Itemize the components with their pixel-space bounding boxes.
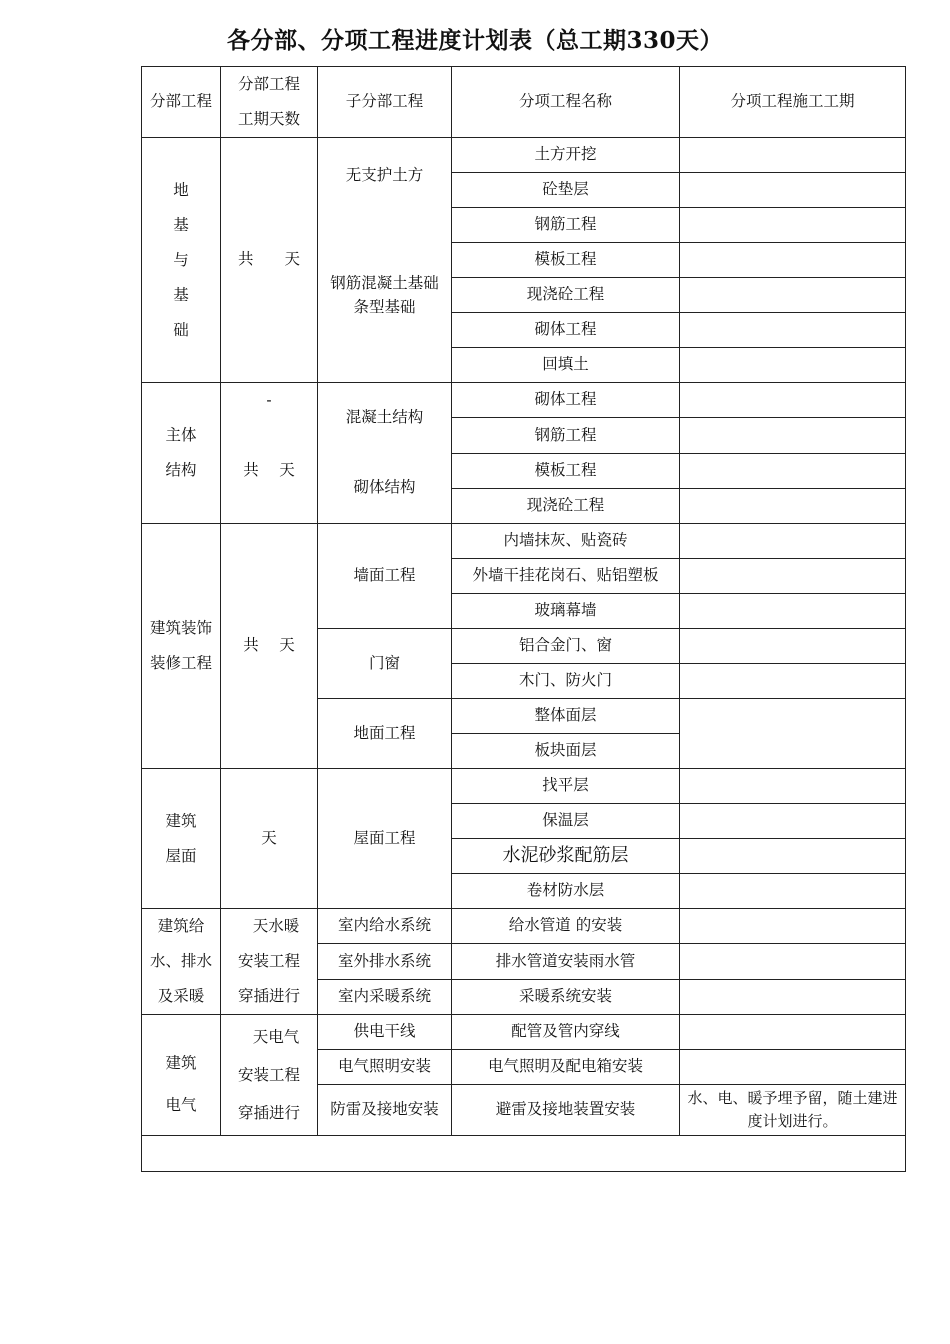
period-cell: [680, 138, 906, 173]
subdivision-floor: 地面工程: [318, 699, 452, 769]
period-cell: [680, 699, 906, 769]
subdivision-doors-windows: 门窗: [318, 629, 452, 699]
subdivision-masonry: 砌体结构: [353, 478, 416, 497]
days-line: 天水暖: [252, 917, 300, 935]
item-name: 现浇砼工程: [452, 278, 680, 313]
item-name: 找平层: [452, 769, 680, 804]
subdivision-wall: 墙面工程: [318, 524, 452, 629]
period-cell: [680, 243, 906, 278]
item-name: 给水管道 的安装: [452, 909, 680, 944]
subdivision-rc-foundation: [318, 271, 451, 319]
empty-row: [142, 1136, 906, 1172]
table-row: [142, 383, 906, 418]
days-text: 共 天: [243, 461, 295, 479]
days-line: 安装工程: [237, 952, 300, 970]
days-line: 穿插进行: [237, 987, 300, 1005]
division-char: 基: [173, 215, 189, 234]
period-cell: [680, 594, 906, 629]
period-cell: [680, 453, 906, 488]
item-name: 砼垫层: [452, 173, 680, 208]
period-cell: [680, 629, 906, 664]
division-line: 建筑: [165, 1054, 197, 1072]
item-name: 避雷及接地装置安装: [452, 1085, 680, 1136]
item-name: 内墙抹灰、贴瓷砖: [452, 524, 680, 559]
period-cell: [680, 559, 906, 594]
days-dash: -: [266, 391, 272, 409]
division-roof: [142, 769, 221, 909]
days-foundation: 共 天: [221, 138, 318, 383]
division-line: 建筑: [165, 811, 197, 830]
period-cell: [680, 979, 906, 1014]
table-row: [142, 524, 906, 559]
period-cell: [680, 488, 906, 523]
subdivision-roof: 屋面工程: [318, 769, 452, 909]
subdivision-main-structure: [318, 383, 452, 524]
header-item: 分项工程名称: [452, 67, 680, 138]
division-electrical: [142, 1015, 221, 1136]
period-cell: [680, 524, 906, 559]
item-name: 水泥砂浆配筋层: [452, 839, 680, 874]
table-row: [142, 1015, 906, 1050]
period-cell: [680, 1050, 906, 1085]
subdivision-cell: 供电干线: [318, 1015, 452, 1050]
subdivision-cell: 电气照明安装: [318, 1050, 452, 1085]
item-name: 模板工程: [452, 453, 680, 488]
subdivision-earthwork: 无支护土方: [345, 166, 424, 185]
division-line: 主体: [165, 426, 197, 444]
division-line: 建筑给: [157, 917, 205, 935]
item-name: 现浇砼工程: [452, 488, 680, 523]
days-plumbing: [221, 909, 318, 1015]
table-row: [142, 769, 906, 804]
division-foundation: [142, 138, 221, 383]
item-name: 土方开挖: [452, 138, 680, 173]
item-name: 回填土: [452, 348, 680, 383]
header-division: 分部工程: [142, 67, 221, 138]
period-cell: [680, 173, 906, 208]
days-electrical: [221, 1015, 318, 1136]
schedule-table: [141, 66, 906, 1172]
empty-cell: [142, 1136, 906, 1172]
item-name: 砌体工程: [452, 313, 680, 348]
period-cell: [680, 804, 906, 839]
table-row: [142, 138, 906, 173]
period-cell: [680, 383, 906, 418]
header-period: 分项工程施工工期: [680, 67, 906, 138]
item-name: 配管及管内穿线: [452, 1015, 680, 1050]
division-main-structure: [142, 383, 221, 524]
division-char: 础: [173, 320, 189, 339]
division-line: 屋面: [165, 846, 197, 865]
item-name: 铝合金门、窗: [452, 629, 680, 664]
period-note: 水、电、暖予埋予留，随土建进度计划进行。: [680, 1085, 906, 1136]
period-cell: [680, 208, 906, 243]
item-name: 钢筋工程: [452, 418, 680, 453]
days-line: 安装工程: [237, 1066, 300, 1084]
days-main-structure: [221, 383, 318, 524]
table-row: [142, 909, 906, 944]
item-name: 排水管道安装雨水管: [452, 944, 680, 979]
days-line: 天电气: [252, 1028, 300, 1046]
division-char: 地: [173, 180, 189, 199]
subdivision-concrete: 混凝土结构: [345, 408, 424, 427]
item-name: 卷材防水层: [452, 874, 680, 909]
item-name: 电气照明及配电箱安装: [452, 1050, 680, 1085]
item-name: 木门、防火门: [452, 664, 680, 699]
period-cell: [680, 418, 906, 453]
period-cell: [680, 874, 906, 909]
division-plumbing: [142, 909, 221, 1015]
subdivision-cell: 室内采暖系统: [318, 979, 452, 1014]
period-cell: [680, 839, 906, 874]
item-name: 保温层: [452, 804, 680, 839]
header-days-line2: 工期天数: [237, 110, 300, 128]
header-days: [221, 67, 318, 138]
item-name: 整体面层: [452, 699, 680, 734]
subdivision-cell: 室内给水系统: [318, 909, 452, 944]
period-cell: [680, 944, 906, 979]
item-name: 玻璃幕墙: [452, 594, 680, 629]
header-row: [142, 67, 906, 138]
division-line: 及采暖: [157, 987, 205, 1005]
days-roof: 天: [221, 769, 318, 909]
period-cell: [680, 769, 906, 804]
division-line: 水、排水: [149, 952, 212, 970]
division-line: 结构: [165, 461, 197, 479]
subdivision-line: 钢筋混凝土基础: [330, 274, 439, 292]
item-name: 板块面层: [452, 734, 680, 769]
period-cell: [680, 348, 906, 383]
period-cell: [680, 1015, 906, 1050]
division-decoration: [142, 524, 221, 769]
division-line: 电气: [165, 1096, 197, 1114]
days-decoration: 共 天: [221, 524, 318, 769]
subdivision-cell: 防雷及接地安装: [318, 1085, 452, 1136]
period-cell: [680, 664, 906, 699]
period-cell: [680, 278, 906, 313]
division-line: 建筑装饰: [149, 619, 212, 637]
subdivision-cell: 室外排水系统: [318, 944, 452, 979]
header-subdivision: 子分部工程: [318, 67, 452, 138]
division-char: 基: [173, 285, 189, 304]
header-days-line1: 分部工程: [237, 75, 300, 93]
page-title: 各分部、分项工程进度计划表（总工期330天）: [226, 27, 723, 54]
division-line: 装修工程: [149, 654, 212, 672]
subdivision-line: 条型基础: [353, 298, 416, 316]
subdivision-foundation: [318, 138, 452, 383]
item-name: 采暖系统安装: [452, 979, 680, 1014]
period-cell: [680, 313, 906, 348]
days-line: 穿插进行: [237, 1104, 300, 1122]
item-name: 砌体工程: [452, 383, 680, 418]
item-name: 外墙干挂花岗石、贴铝塑板: [452, 559, 680, 594]
item-name: 钢筋工程: [452, 208, 680, 243]
period-cell: [680, 909, 906, 944]
item-name: 模板工程: [452, 243, 680, 278]
division-char: 与: [173, 250, 189, 269]
